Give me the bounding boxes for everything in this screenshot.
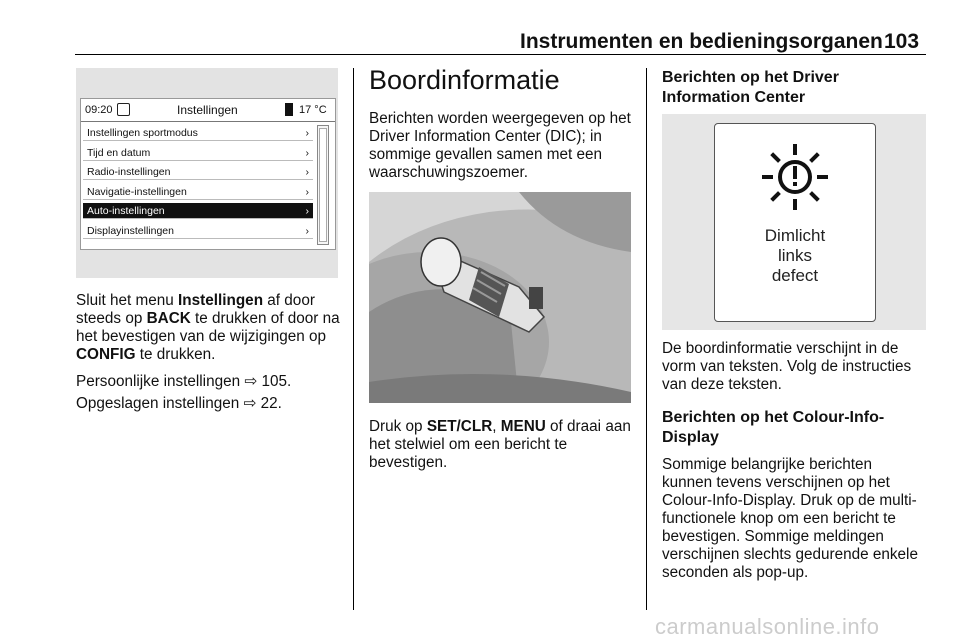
settings-screen: [80, 98, 336, 250]
p-bold-setclr: SET/CLR: [426, 418, 493, 435]
colour-info-paragraph: Sommige belangrijke berichten kunnen tevens verschijnen op het Colour-Info-Display. Druk op de multi-functionele knop om een bericht te bevestigen. Sommige meldingen verschijnen slechts gedurende enkele seconden als pop-up.: [662, 456, 918, 581]
settings-menu-item-label: Radio-instellingen: [87, 166, 171, 178]
p-bold-menu: MENU: [500, 418, 546, 435]
menu-scrollbar[interactable]: [317, 125, 329, 245]
personal-settings-page-ref[interactable]: 105.: [261, 373, 292, 390]
lamp-warning-figure: [662, 114, 926, 330]
warning-line-2: links: [777, 246, 812, 265]
p1-bold-back: BACK: [146, 310, 191, 327]
close-menu-paragraph: [76, 292, 340, 364]
p-text-3: of draai aan het stelwiel om een bericht te bevestigen.: [369, 418, 631, 471]
settings-menu-item[interactable]: [83, 164, 313, 180]
personal-settings-text: Persoonlijke instellingen: [76, 373, 241, 390]
p-text-2: ,: [492, 418, 501, 435]
screen-status-bar: [81, 99, 335, 122]
steering-stalk-illustration: [369, 192, 631, 403]
settings-menu-item-label: Tijd en datum: [87, 146, 151, 159]
settings-menu-item-label: Navigatie-instellingen: [87, 185, 187, 198]
header-rule: [75, 54, 926, 55]
p-text-1: Druk op: [369, 418, 427, 435]
running-header-title: Instrumenten en bedieningsorganen: [520, 30, 883, 53]
chevron-right-icon: ›: [305, 224, 309, 237]
intro-paragraph: Berichten worden weergegeven op het Driver Information Center (DIC); in sommige gevallen samen met een waarschuwingszoemer.: [369, 110, 631, 181]
settings-menu-item[interactable]: [83, 125, 313, 141]
p1-text-4: te drukken.: [135, 346, 216, 363]
p1-text-2: af door steeds op: [76, 292, 315, 327]
page-number: 103: [884, 30, 920, 53]
p1-bold-config: CONFIG: [76, 346, 136, 363]
settings-menu-item[interactable]: [83, 223, 313, 239]
heading-colour-info-display: Berichten op het Colour-Info-Display: [662, 409, 885, 446]
saved-settings-page-ref[interactable]: 22.: [260, 395, 282, 412]
chevron-right-icon: ›: [305, 205, 309, 217]
section-heading-boordinformatie: Boordinformatie: [369, 65, 560, 95]
chevron-right-icon: ›: [305, 146, 309, 159]
saved-settings-text: Opgeslagen instellingen: [76, 395, 240, 412]
bulb-failure-icon: [760, 142, 830, 212]
saved-settings-ref: [76, 395, 340, 413]
footer-watermark: carmanualsonline.info: [655, 614, 880, 639]
chevron-right-icon: ›: [305, 185, 309, 198]
mode-icon: [117, 103, 130, 116]
reference-arrow-icon: ⇨: [244, 373, 258, 390]
dic-info-paragraph: De boordinformatie verschijnt in de vorm van teksten. Volg de instructies van deze teksten.: [662, 340, 912, 393]
column-divider-1: [353, 68, 354, 610]
screen-time: 09:20: [85, 104, 113, 116]
settings-menu-item[interactable]: [83, 203, 313, 219]
steering-stalk-photo: [369, 192, 631, 403]
settings-screen-figure: [76, 68, 338, 278]
p1-text-1: Sluit het menu: [76, 292, 179, 309]
settings-menu-item[interactable]: [83, 145, 313, 161]
column-divider-2: [646, 68, 647, 610]
settings-menu-item-label: Displayinstellingen: [87, 224, 174, 237]
warning-line-3: defect: [771, 266, 819, 285]
menu-scroll-thumb[interactable]: [319, 128, 327, 242]
personal-settings-ref: [76, 373, 340, 391]
p1-text-3: te drukken of door na het bevestigen van de wijzigingen op: [76, 310, 340, 345]
p1-bold-instellingen: Instellingen: [178, 292, 264, 309]
heading-dic-messages: Berichten op het Driver Information Center: [662, 69, 839, 106]
screen-title: Instellingen: [177, 103, 238, 117]
confirm-message-paragraph: [369, 418, 635, 472]
screen-temperature: 17 °C: [299, 104, 327, 116]
settings-menu-item-label: Auto-instellingen: [87, 205, 165, 217]
settings-menu-item-label: Instellingen sportmodus: [87, 127, 198, 139]
chevron-right-icon: ›: [305, 127, 309, 139]
reference-arrow-icon: ⇨: [243, 395, 257, 412]
thermometer-icon: [285, 103, 293, 116]
warning-line-1: Dimlicht: [764, 226, 826, 245]
warning-display: [714, 123, 876, 322]
chevron-right-icon: ›: [305, 166, 309, 178]
settings-menu-item[interactable]: [83, 184, 313, 200]
